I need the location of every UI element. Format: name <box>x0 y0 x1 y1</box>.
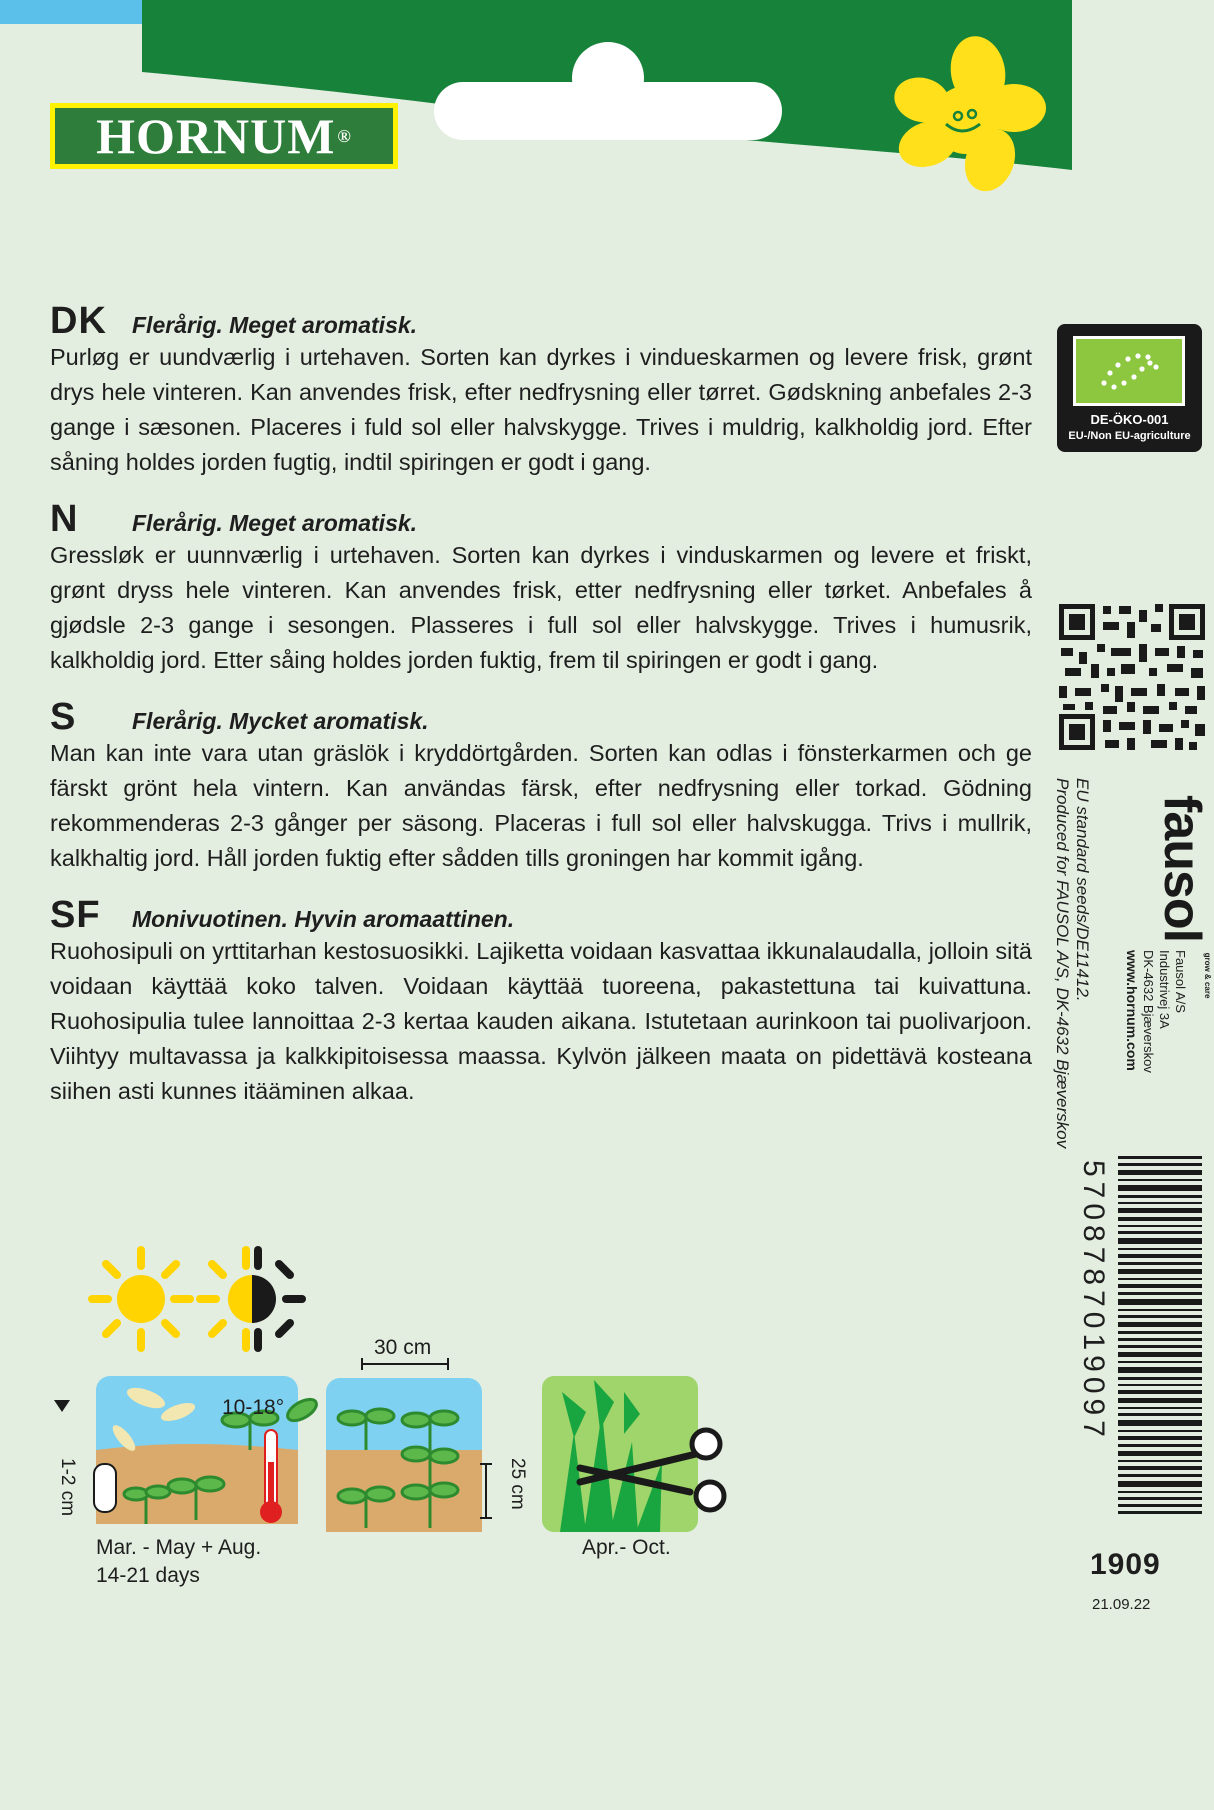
hornum-logo <box>50 103 398 169</box>
spacing-illustration <box>280 1358 520 1538</box>
depth-arrow-icon <box>54 1400 70 1412</box>
sowing-period: Mar. - May + Aug. <box>96 1536 262 1559</box>
temperature-label: 10-18° <box>222 1396 285 1419</box>
fausol-wordmark: fausol <box>1153 795 1211 943</box>
barcode-number: 5708787019097 <box>1077 1160 1110 1442</box>
section-subtitle: Flerårig. Mycket aromatisk. <box>132 708 429 734</box>
section-subtitle: Flerårig. Meget aromatisk. <box>132 312 418 338</box>
eu-organic-badge <box>1057 324 1202 452</box>
harvest-period: Apr.- Oct. <box>582 1536 671 1559</box>
address-line: Industrivej 3A <box>1157 950 1172 1029</box>
section-text: Gressløk er uunnværlig i urtehaven. Sorten kan dyrkes i vinduskarmen og levere et friskt, grønt dryss hele vinteren. Kan anvendes frisk, etter nedfrysning eller tørket. Anbefales å gjødsle 2-3 gange i sesongen. Plasseres i full sol eller halvskygge. Trives i humusrik, kalkholdig jord. Etter såing holdes jorden fuktig, frem til spiringen er godt i gang. <box>50 542 1032 673</box>
website: www.hornum.com <box>1124 950 1140 1071</box>
depth-label: 1-2 cm <box>57 1458 78 1517</box>
language-code: SF <box>50 894 101 936</box>
harvest-illustration <box>540 1372 734 1536</box>
product-number: 1909 <box>1090 1548 1161 1581</box>
fausol-address <box>1124 950 1188 1073</box>
half-shade-icon <box>196 1244 306 1354</box>
print-date: 21.09.22 <box>1092 1596 1151 1613</box>
section-n <box>50 498 1032 678</box>
section-text: Ruohosipuli on yrttitarhan kestosuosikki. Lajiketta voidaan kasvattaa ikkunalaudalla, jolloin sitä voidaan käyttää koko talven. Voidaan käyttää tuoreena, pakastettuna tai kuivattuna. Ruohosipulia tulee lannoittaa 2-3 kertaa kauden aikana. Istutetaan aurinkoon tai puolivarjoon. Viihtyy multavassa ja kalkkipitoisessa maassa. Kylvön jälkeen maata on pidettävä kosteana siihen asti kunnes itääminen alkaa. <box>50 938 1032 1104</box>
language-code: S <box>50 696 77 738</box>
registered-mark: ® <box>337 125 352 146</box>
logo-text: HORNUM <box>96 108 336 164</box>
window-label-bump <box>572 42 644 114</box>
germination-time: 14-21 days <box>96 1564 200 1587</box>
corner-tab <box>0 0 142 24</box>
section-s <box>50 696 1032 876</box>
organic-note: EU-/Non EU-agriculture <box>1068 430 1191 442</box>
language-code: DK <box>50 300 107 342</box>
language-code: N <box>50 498 79 540</box>
description-sections <box>50 300 1032 1127</box>
section-subtitle: Monivuotinen. Hyvin aromaattinen. <box>132 906 515 932</box>
qr-code <box>1057 602 1207 752</box>
section-text: Man kan inte vara utan gräslök i kryddörtgården. Sorten kan odlas i fönsterkarmen och ge färskt grönt hela vintern. Kan användas färsk, efter nedfrysning eller torkad. Gödning rekommenderas 2-3 gånger per säsong. Placeras i full sol eller halvskugga. Trivs i mullrik, kalkhaltig jord. Håll jorden fuktig efter sådden tills groningen har kommit igång. <box>50 740 1032 871</box>
eu-leaf-icon <box>1073 336 1185 406</box>
address-line: Fausol A/S <box>1173 950 1188 1013</box>
fausol-tagline: grow & care <box>1203 952 1212 999</box>
producer-text: Produced for FAUSOL A/S, DK-4632 Bjæverskov <box>1053 778 1072 1149</box>
section-text: Purløg er uundværlig i urtehaven. Sorten kan dyrkes i vindueskarmen og levere frisk, grønt drys hele vinteren. Kan anvendes frisk, efter nedfrysning eller tørret. Gødskning anbefales 2-3 gange i sæsonen. Placeres i fuld sol eller halvskygge. Trives i muldrig, kalkholdig jord. Efter såning holdes jorden fugtig, indtil spiringen er godt i gang. <box>50 344 1032 475</box>
section-sf <box>50 894 1032 1109</box>
spacing-label: 30 cm <box>374 1336 432 1359</box>
eu-standard-text: EU standard seeds/DE11412. <box>1073 778 1092 1002</box>
height-label: 25 cm <box>507 1458 528 1510</box>
full-sun-icon <box>86 1244 196 1354</box>
section-subtitle: Flerårig. Meget aromatisk. <box>132 510 418 536</box>
section-dk <box>50 300 1032 480</box>
address-line: DK-4632 Bjæverskov <box>1141 950 1156 1073</box>
organic-code: DE-ÖKO-001 <box>1090 412 1169 427</box>
produced-for-text <box>1052 778 1092 1148</box>
